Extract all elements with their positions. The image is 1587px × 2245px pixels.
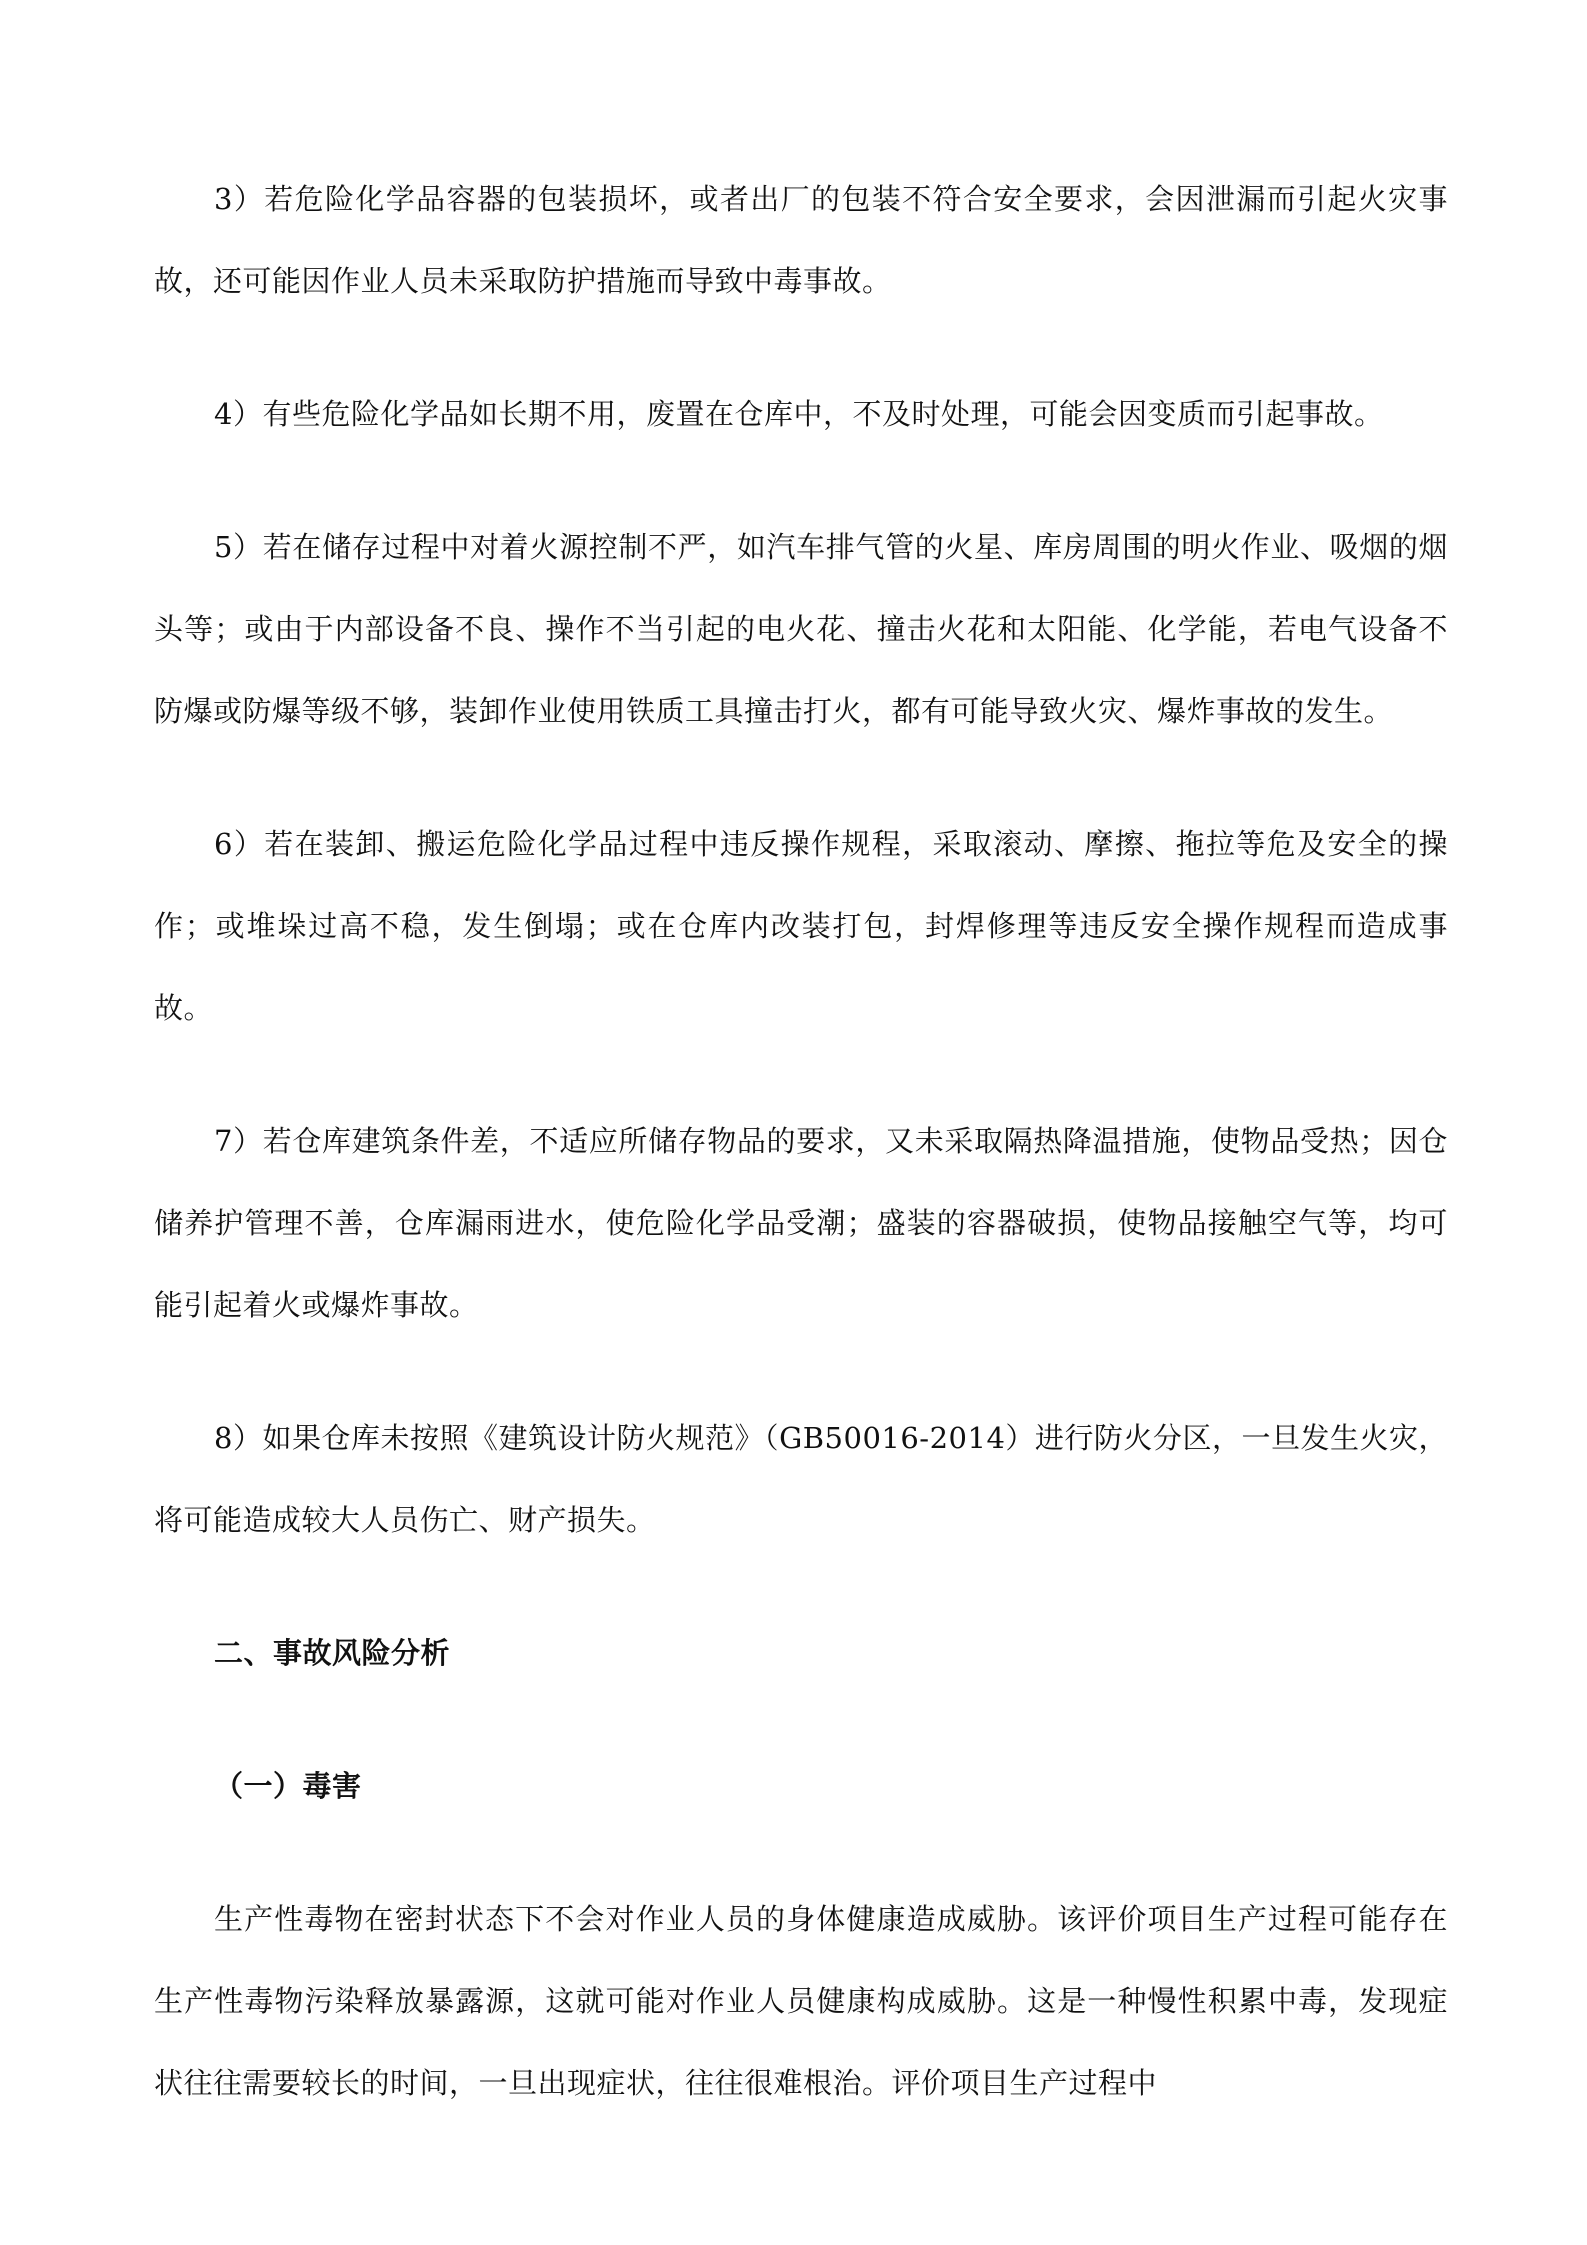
paragraph-item-8: 8）如果仓库未按照《建筑设计防火规范》（GB50016-2014）进行防火分区，一旦发生火灾，将可能造成较大人员伤亡、财产损失。 [154,1421,1448,1537]
document-body [154,158,1448,2175]
paragraph-item-4: 4）有些危险化学品如长期不用，废置在仓库中，不及时处理，可能会因变质而引起事故。 [214,397,1384,431]
paragraph-item-7: 7）若仓库建筑条件差，不适应所储存物品的要求，又未采取隔热降温措施，使物品受热；因仓储养护管理不善，仓库漏雨进水，使危险化学品受潮；盛装的容器破损，使物品接触空气等，均可能引起着火或爆炸事故。 [154,1124,1448,1322]
paragraph-item-3: 3）若危险化学品容器的包装损坏，或者出厂的包装不符合安全要求，会因泄漏而引起火灾事故，还可能因作业人员未采取防护措施而导致中毒事故。 [154,182,1448,298]
body-paragraph: 生产性毒物在密封状态下不会对作业人员的身体健康造成威胁。该评价项目生产过程可能存在生产性毒物污染释放暴露源，这就可能对作业人员健康构成威胁。这是一种慢性积累中毒，发现症状往往需要较长的时间，一旦出现症状，往往很难根治。评价项目生产过程中 [154,1902,1448,2100]
subsection-heading: （一）毒害 [214,1769,362,1803]
section-heading: 二、事故风险分析 [214,1636,451,1670]
paragraph-item-6: 6）若在装卸、搬运危险化学品过程中违反操作规程，采取滚动、摩擦、拖拉等危及安全的操作；或堆垛过高不稳，发生倒塌；或在仓库内改装打包，封焊修理等违反安全操作规程而造成事故。 [154,827,1448,1025]
paragraph-item-5: 5）若在储存过程中对着火源控制不严，如汽车排气管的火星、库房周围的明火作业、吸烟的烟头等；或由于内部设备不良、操作不当引起的电火花、撞击火花和太阳能、化学能，若电气设备不防爆或防爆等级不够，装卸作业使用铁质工具撞击打火，都有可能导致火灾、爆炸事故的发生。 [154,530,1448,728]
